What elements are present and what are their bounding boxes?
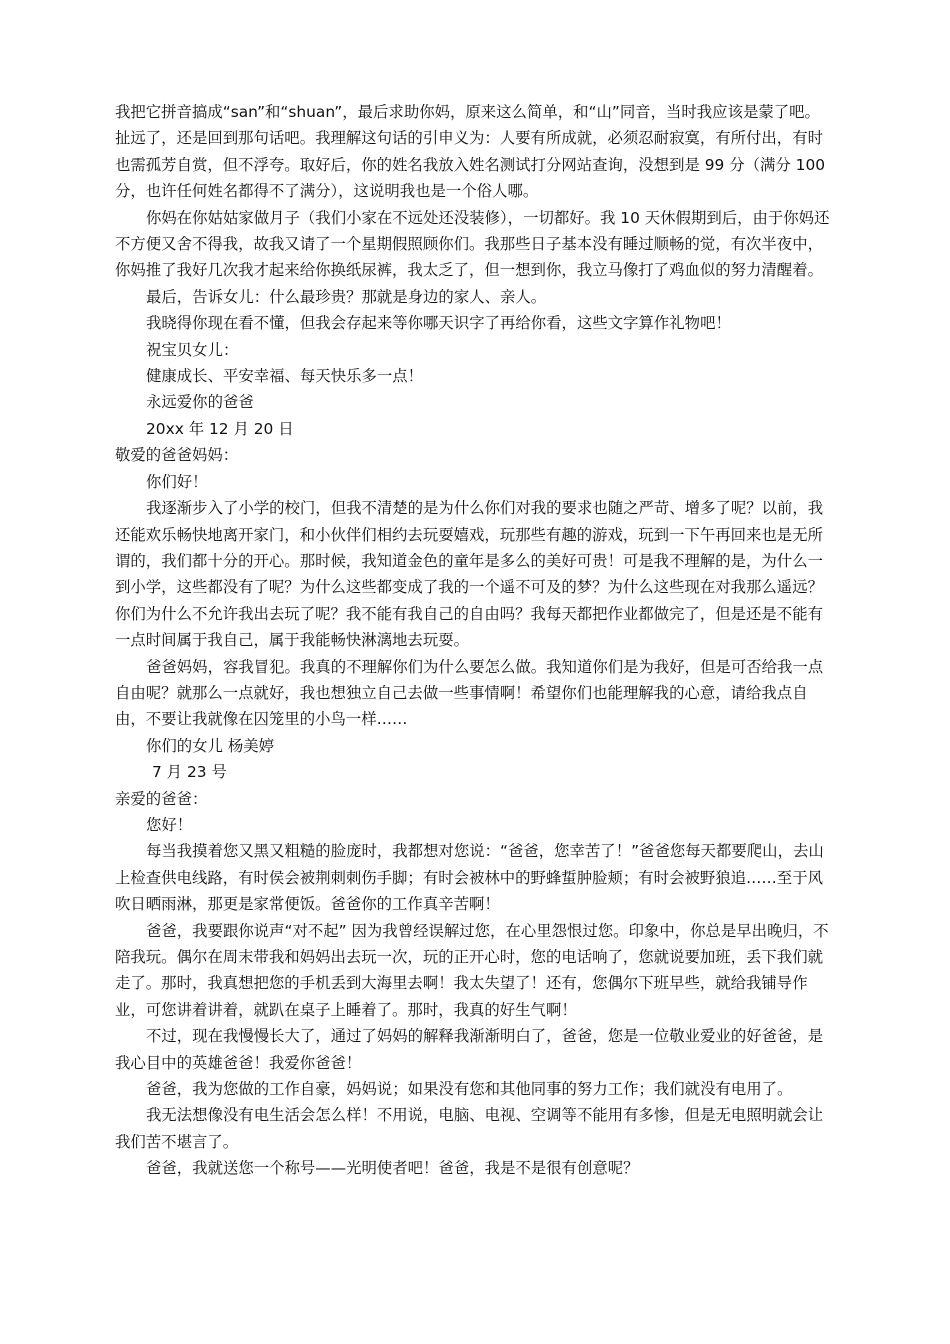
paragraph-most-precious: 最后，告诉女儿：什么最珍贵？那就是身边的家人、亲人。 bbox=[146, 287, 547, 306]
signature-daughter: 你们的女儿 杨美婷 bbox=[146, 736, 275, 755]
paragraph-understanding: 不过，现在我慢慢长大了，通过了妈妈的解释我渐渐明白了，爸爸，您是一位敬业爱业的好爸爸，是我心目中的英雄爸爸！我爱你爸爸！ bbox=[115, 1027, 824, 1072]
salutation-parents: 敬爱的爸爸妈妈： bbox=[115, 446, 239, 465]
date-letter-two: 7 月 23 号 bbox=[152, 763, 227, 782]
paragraph-pride: 爸爸，我为您做的工作自豪，妈妈说；如果没有您和其他同事的努力工作；我们就没有电用了。 bbox=[146, 1080, 793, 1099]
greeting-parents: 你们好！ bbox=[146, 472, 208, 491]
blessing-heading: 祝宝贝女儿： bbox=[146, 340, 239, 359]
paragraph-no-electricity: 我无法想像没有电生活会怎么样！不用说，电脑、电视、空调等不能用有多惨，但是无电照明就会让我们苦不堪言了。 bbox=[115, 1106, 824, 1151]
signature-father: 永远爱你的爸爸 bbox=[146, 393, 254, 412]
salutation-father: 亲爱的爸爸： bbox=[115, 789, 208, 808]
paragraph-name-story: 我把它拼音搞成“san”和“shuan”，最后求助你妈，原来这么简单，和“山”同音，当时我应该是蒙了吧。扯远了，还是回到那句话吧。我理解这句话的引申义为：人要有所成就，必须忍耐寂寞，有所付出，有时也需孤芳自赏，但不浮夸。取好后，你的姓名我放入姓名测试打分网站查询，没想到是 99 分（满分 100 分，也许任何姓名都得不了满分），这说明我也是一个俗人哪。 bbox=[115, 103, 826, 201]
blessing-line: 健康成长、平安幸福、每天快乐多一点！ bbox=[146, 367, 424, 386]
paragraph-apology: 爸爸，我要跟你说声“对不起” 因为我曾经误解过您，在心里怨恨过您。印象中，你总是早出晚归，不陪我玩。偶尔在周末带我和妈妈出去玩一次，玩的正开心时，您的电话响了，您就说要加班，丢下我们就走了。那时，我真想把您的手机丢到大海里去啊！我太失望了！还有，您偶尔下班早些，就给我铺导作业，可您讲着讲着，就趴在桌子上睡着了。那时，我真的好生气啊！ bbox=[115, 921, 829, 1019]
greeting-father: 您好！ bbox=[146, 815, 193, 834]
date-letter-one: 20xx 年 12 月 20 日 bbox=[146, 419, 294, 438]
paragraph-father-work: 每当我摸着您又黑又粗糙的脸庞时，我都想对您说：“爸爸，您幸苦了！”爸爸您每天都要爬山，去山上检查供电线路，有时侯会被荆刺刺伤手脚；有时会被林中的野蜂蜇肿脸颊；有时会被野狼追……至于风吹日晒雨淋，那更是家常便饭。爸爸你的工作真辛苦啊！ bbox=[115, 842, 824, 914]
document-body bbox=[115, 99, 835, 1182]
paragraph-request-freedom: 爸爸妈妈，容我冒犯。我真的不理解你们为什么要怎么做。我知道你们是为我好，但是可否给我一点自由呢？就那么一点就好，我也想独立自己去做一些事情啊！希望你们也能理解我的心意，请给我点自由，不要让我就像在囚笼里的小鸟一样…… bbox=[115, 657, 824, 729]
paragraph-school-freedom: 我逐渐步入了小学的校门，但我不清楚的是为什么你们对我的要求也随之严苛、增多了呢？以前，我还能欢乐畅快地离开家门，和小伙伴们相约去玩耍嬉戏，玩那些有趣的游戏，玩到一下午再回来也是无所谓的，我们都十分的开心。那时候，我知道金色的童年是多么的美好可贵！可是我不理解的是，为什么一到小学，这些都没有了呢？为什么这些都变成了我的一个遥不可及的梦？为什么这些现在对我那么遥远？你们为什么不允许我出去玩了呢？我不能有我自己的自由吗？我每天都把作业都做完了，但是还是不能有一点时间属于我自己，属于我能畅快淋漓地去玩耍。 bbox=[115, 499, 824, 650]
paragraph-gift-words: 我晓得你现在看不懂，但我会存起来等你哪天识字了再给你看，这些文字算作礼物吧！ bbox=[146, 314, 731, 333]
paragraph-confinement: 你妈在你姑姑家做月子（我们小家在不远处还没装修），一切都好。我 10 天休假期到后，由于你妈还不方便又舍不得我，故我又请了一个星期假照顾你们。我那些日子基本没有睡过顺畅的觉，有次半夜中，你妈推了我好几次我才起来给你换纸尿裤，我太乏了，但一想到你，我立马像打了鸡血似的努力清醒着。 bbox=[115, 208, 830, 280]
paragraph-light-messenger: 爸爸，我就送您一个称号——光明使者吧！爸爸，我是不是很有创意呢？ bbox=[146, 1159, 639, 1178]
